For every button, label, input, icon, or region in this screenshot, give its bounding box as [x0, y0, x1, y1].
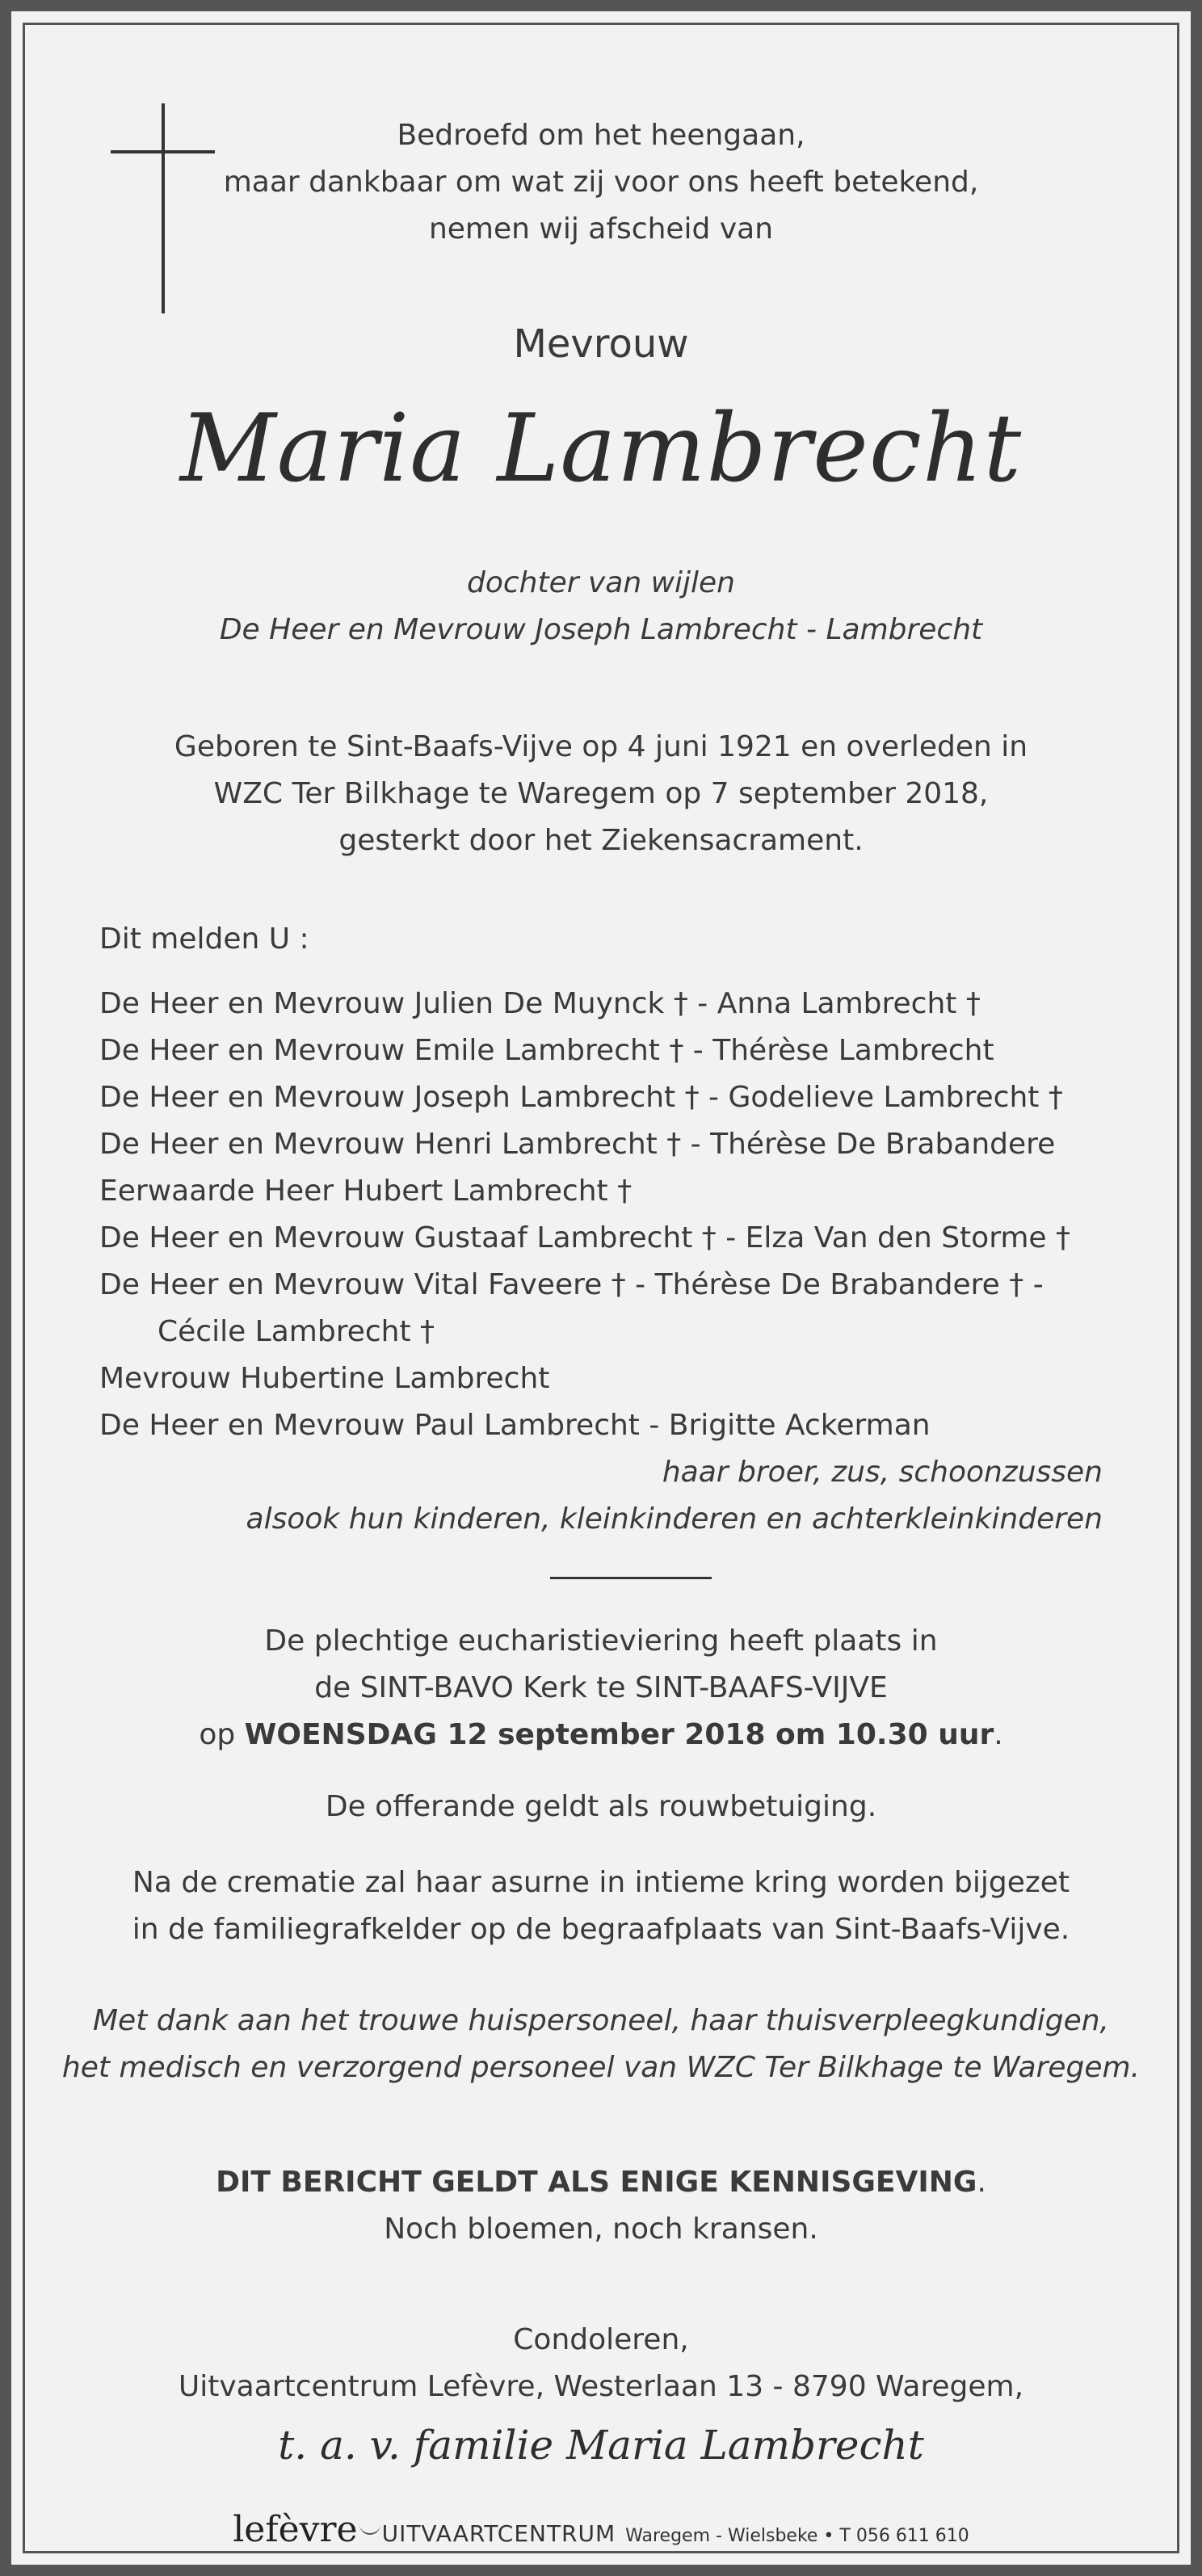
family-tail-line: haar broer, zus, schoonzussen: [662, 1456, 1103, 1489]
family-member-continued: Cécile Lambrecht †: [158, 1315, 435, 1348]
logo-swoosh-icon: [359, 2523, 380, 2535]
notice-bold: DIT BERICHT GELDT ALS ENIGE KENNISGEVING: [216, 2166, 977, 2199]
family-tail-line: alsook hun kinderen, kleinkinderen en achterkleinkinderen: [246, 1502, 1103, 1536]
intro-line: maar dankbaar om wat zij voor ons heeft betekend,: [223, 166, 979, 199]
family-member: De Heer en Mevrouw Paul Lambrecht - Brigitte Ackerman: [99, 1409, 931, 1442]
family-member: De Heer en Mevrouw Vital Faveere † - Thérèse De Brabandere † -: [99, 1268, 1044, 1301]
family-member: De Heer en Mevrouw Julien De Muynck † - Anna Lambrecht †: [99, 987, 981, 1020]
family-member: De Heer en Mevrouw Henri Lambrecht † - Thérèse De Brabandere: [99, 1128, 1056, 1161]
footer: [25, 2509, 1177, 2550]
birth-line: WZC Ter Bilkhage te Waregem op 7 september 2018,: [213, 777, 989, 810]
thanks-line: Met dank aan het trouwe huispersoneel, haar thuisverpleegkundigen,: [93, 2004, 1109, 2037]
logo-word: UITVAARTCENTRUM: [381, 2520, 616, 2547]
family-member: De Heer en Mevrouw Joseph Lambrecht † - Godelieve Lambrecht †: [99, 1081, 1063, 1114]
deceased-title: Mevrouw: [513, 321, 689, 367]
offering-text: De offerande geldt als rouwbetuiging.: [325, 1790, 877, 1823]
family-attention: t. a. v. familie Maria Lambrecht: [278, 2422, 924, 2469]
divider: [550, 1577, 712, 1579]
notice-line: [25, 2159, 1177, 2206]
no-flowers-line: Noch bloemen, noch kransen.: [384, 2213, 818, 2246]
footer-contact: Waregem - Wielsbeke • T 056 611 610: [625, 2526, 969, 2546]
family-member: De Heer en Mevrouw Emile Lambrecht † - Thérèse Lambrecht: [99, 1034, 994, 1067]
parents-line: De Heer en Mevrouw Joseph Lambrecht - Lambrecht: [219, 613, 983, 646]
intro-text: [25, 112, 1177, 253]
condolence-line: Condoleren,: [513, 2323, 689, 2356]
birth-death-text: [25, 724, 1177, 864]
cremation-text: [25, 1860, 1177, 1953]
intro-line: Bedroefd om het heengaan,: [397, 119, 805, 152]
cremation-line: in de familiegrafkelder op de begraafplaats van Sint-Baafs-Vijve.: [132, 1913, 1070, 1946]
cremation-line: Na de crematie zal haar asurne in intieme kring worden bijgezet: [132, 1866, 1070, 1899]
family-list: [99, 981, 1070, 1449]
birth-line: gesterkt door het Ziekensacrament.: [338, 824, 864, 857]
announcement-heading: Dit melden U :: [99, 922, 309, 956]
mass-date-suffix: .: [994, 1718, 1003, 1751]
family-member: Mevrouw Hubertine Lambrecht: [99, 1362, 550, 1395]
thanks-line: het medisch en verzorgend personeel van WZC Ter Bilkhage te Waregem.: [61, 2051, 1141, 2084]
notice-card: [11, 11, 1191, 2565]
condolence-text: [25, 2317, 1177, 2410]
mass-date-line: [25, 1712, 1177, 1759]
mass-text: [25, 1618, 1177, 1759]
mass-line: De plechtige eucharistieviering heeft plaats in: [264, 1624, 938, 1658]
condolence-line: Uitvaartcentrum Lefèvre, Westerlaan 13 - 8790 Waregem,: [178, 2370, 1024, 2403]
intro-line: nemen wij afscheid van: [428, 212, 774, 246]
mass-date-prefix: op: [199, 1718, 245, 1751]
parents-text: [25, 560, 1177, 653]
parents-line: dochter van wijlen: [466, 566, 736, 599]
birth-line: Geboren te Sint-Baafs-Vijve op 4 juni 1921 en overleden in: [174, 730, 1028, 763]
thanks-text: [25, 1998, 1177, 2091]
family-member: Eerwaarde Heer Hubert Lambrecht †: [99, 1175, 633, 1208]
logo-name: lefèvre: [233, 2509, 358, 2550]
mass-line: de SINT-BAVO Kerk te SINT-BAAFS-VIJVE: [314, 1671, 888, 1704]
notice-border: [23, 23, 1179, 2553]
notice-suffix: .: [977, 2166, 986, 2199]
mass-date: WOENSDAG 12 september 2018 om 10.30 uur: [244, 1718, 994, 1751]
notice-text: [25, 2159, 1177, 2253]
deceased-name: Maria Lambrecht: [179, 394, 1023, 503]
family-member: De Heer en Mevrouw Gustaaf Lambrecht † - Elza Van den Storme †: [99, 1221, 1071, 1254]
